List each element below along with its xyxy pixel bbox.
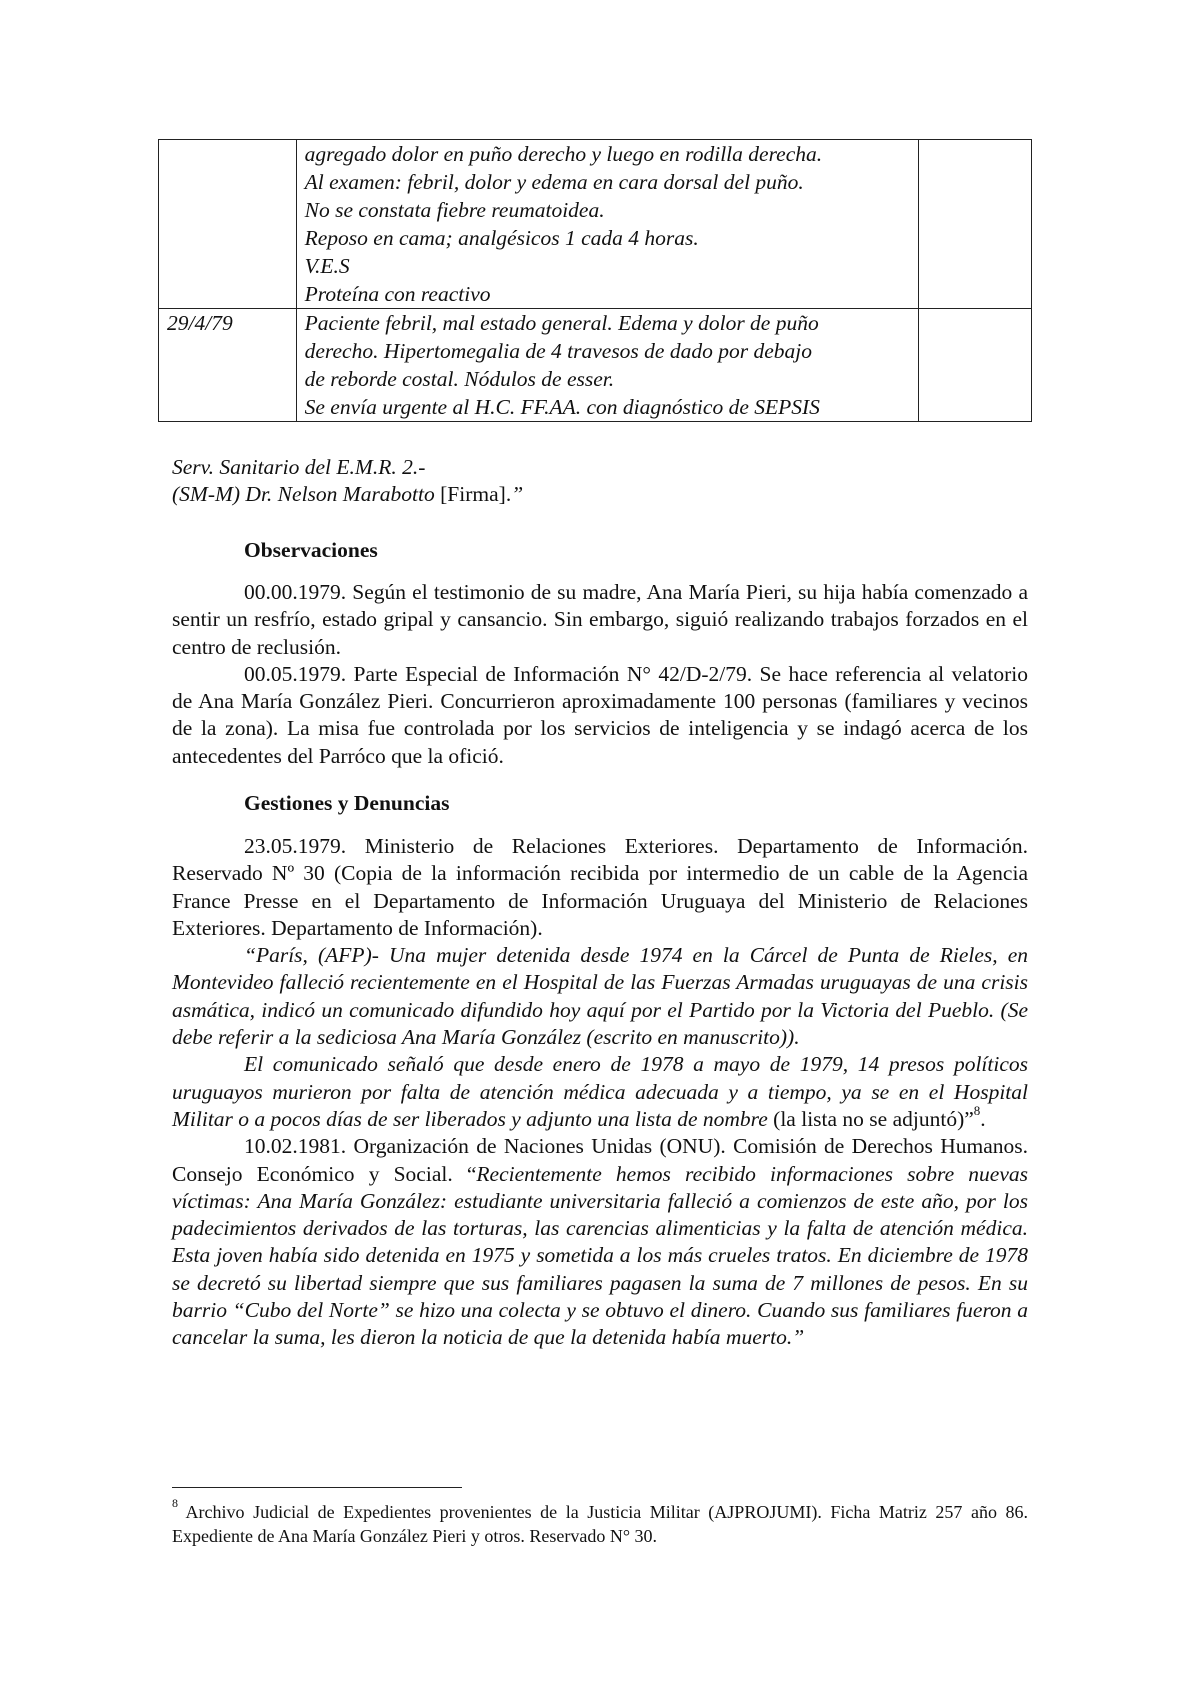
empty-cell — [918, 309, 1031, 422]
date-cell — [159, 140, 297, 309]
paragraph: 10.02.1981. Organización de Naciones Unidas (ONU). Comisión de Derechos Humanos. Consejo Económico y Social. “Recientemente hemos recibido informaciones sobre nuevas víctimas: Ana María González: estudiante universitaria falleció a comienzos de este año, por los padecimientos derivados de las torturas, las carencias alimenticias y la falta de atención médica. Esta joven había sido detenida en 1975 y sometida a los más crueles tratos. En diciembre de 1978 se decretó su libertad siempre que sus familiares pagasen la suma de 7 millones de pesos. En su barrio “Cubo del Norte” se hizo una colecta y se obtuvo el dinero. Cuando sus familiares fueron a cancelar la suma, les dieron la noticia de que la detenida había muerto.” — [172, 1134, 1029, 1350]
clinical-history-table — [158, 139, 1032, 422]
note-line: Al examen: febril, dolor y edema en cara dorsal del puño. — [304, 170, 804, 194]
note-line: Proteína con reactivo — [304, 282, 491, 306]
footnote-text: Archivo Judicial de Expedientes provenientes de la Justicia Militar (AJPROJUMI). Ficha Matriz 257 año 86. Expediente de Ana María González Pieri y otros. Reservado N° 30. — [172, 1502, 1028, 1546]
footnote-ref: 8 — [973, 1102, 981, 1118]
observaciones-body — [172, 579, 1028, 770]
footnote-separator — [172, 1487, 462, 1488]
footnote-number: 8 — [172, 1496, 178, 1510]
note-cell — [296, 309, 918, 422]
note-cell — [296, 140, 918, 309]
quote-paragraph: “París, (AFP)- Una mujer detenida desde 1974 en la Cárcel de Punta de Rieles, en Montevideo falleció recientemente en el Hospital de las Fuerzas Armadas uruguayas de una crisis asmática, indicó un comunicado difundido hoy aquí por el Partido por la Victoria del Pueblo. (Se debe referir a la sediciosa Ana María González (escrito en manuscrito)). — [172, 943, 1028, 1050]
paragraph: 00.00.1979. Según el testimonio de su madre, Ana María Pieri, su hija había comenzado a sentir un resfrío, estado gripal y cansancio. Sin embargo, siguió realizando trabajos forzados en el centro de reclusión. — [172, 580, 1028, 659]
note-line: Paciente febril, mal estado general. Edema y dolor de puño — [304, 311, 819, 335]
signature-service: Serv. Sanitario del E.M.R. 2.- — [172, 455, 426, 479]
section-heading-observaciones: Observaciones — [244, 538, 378, 562]
empty-cell — [918, 140, 1031, 309]
note-line: de reborde costal. Nódulos de esser. — [304, 367, 615, 391]
footnote — [172, 1496, 1028, 1548]
section-heading-gestiones: Gestiones y Denuncias — [244, 791, 450, 815]
paragraph: 23.05.1979. Ministerio de Relaciones Exteriores. Departamento de Información. Reservado Nº 30 (Copia de la información recibida por intermedio de un cable de la Agencia France Presse en el Departamento de Información Uruguaya del Ministerio de Relaciones Exteriores. Departamento de Información). — [172, 834, 1028, 940]
note-line: No se constata fiebre reumatoidea. — [304, 198, 605, 222]
note-line: Reposo en cama; analgésicos 1 cada 4 horas. — [304, 226, 699, 250]
gestiones-body — [172, 833, 1028, 1352]
note-line: derecho. Hipertomegalia de 4 travesos de dado por debajo — [304, 339, 812, 363]
date-cell: 29/4/79 — [159, 309, 297, 422]
table-row — [159, 140, 1032, 309]
paragraph: 00.05.1979. Parte Especial de Información N° 42/D-2/79. Se hace referencia al velatorio de Ana María González Pieri. Concurrieron aproximadamente 100 personas (familiares y vecinos de la zona). La misa fue controlada por los servicios de inteligencia y se indagó acerca de los antecedentes del Parróco que la ofició. — [172, 661, 1028, 768]
signature-doctor: (SM-M) Dr. Nelson Marabotto [Firma].” — [172, 482, 524, 506]
note-line: Se envía urgente al H.C. FF.AA. con diagnóstico de SEPSIS — [304, 395, 820, 419]
table-row — [159, 309, 1032, 422]
signature-block — [172, 454, 523, 508]
note-line: agregado dolor en puño derecho y luego en rodilla derecha. — [304, 142, 823, 166]
paragraph: El comunicado señaló que desde enero de 1978 a mayo de 1979, 14 presos políticos uruguayos murieron por falta de atención médica adecuada y a tiempo, ya se en el Hospital Militar o a pocos días de ser liberados y adjunto una lista de nombre (la lista no se adjuntó)”$^8$. — [172, 1052, 1028, 1131]
note-line: V.E.S — [304, 254, 350, 278]
